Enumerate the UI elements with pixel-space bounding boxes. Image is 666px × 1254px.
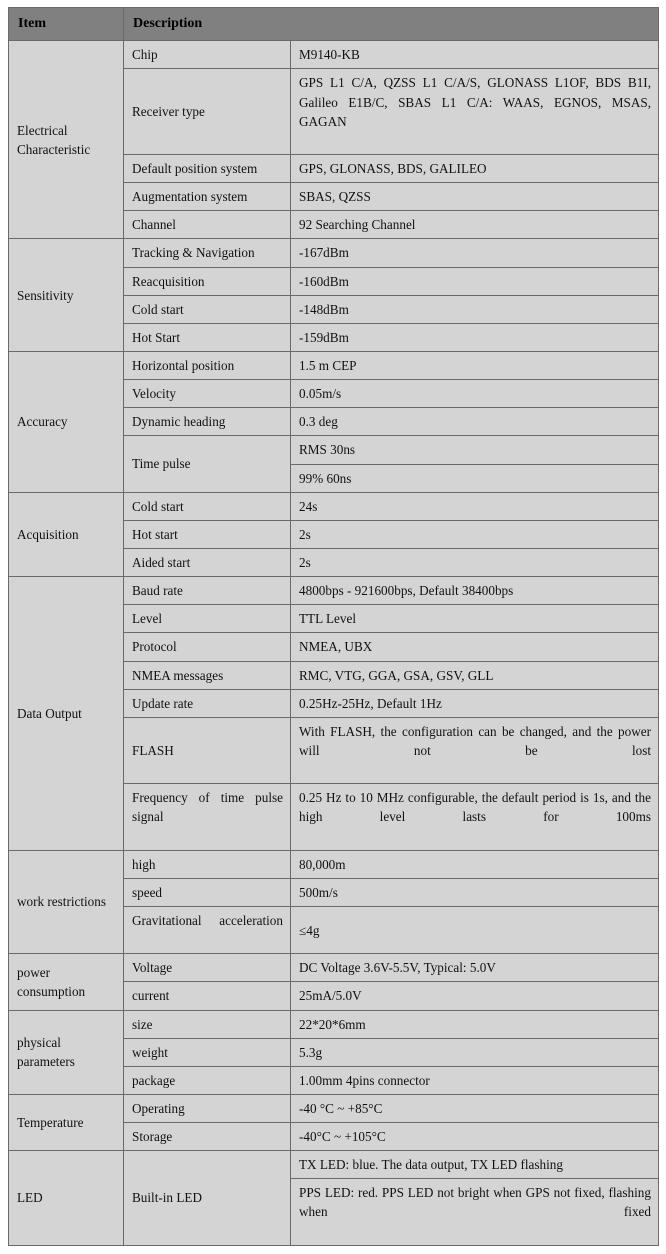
parameter-value-cell: -159dBm xyxy=(291,323,659,351)
parameter-value-cell: 99% 60ns xyxy=(291,464,659,492)
table-row xyxy=(9,492,659,520)
group-label-cell: Temperature xyxy=(9,1094,124,1150)
parameter-label-cell: Cold start xyxy=(124,492,291,520)
parameter-value-cell: RMS 30ns xyxy=(291,436,659,464)
table-row xyxy=(9,850,659,878)
parameter-label-cell: Built-in LED xyxy=(124,1151,291,1246)
parameter-label-cell: Operating xyxy=(124,1094,291,1122)
parameter-label-cell: Storage xyxy=(124,1123,291,1151)
parameter-value-cell: PPS LED: red. PPS LED not bright when GPS not fixed, flashing when fixed xyxy=(291,1179,659,1245)
parameter-value-cell: 0.3 deg xyxy=(291,408,659,436)
parameter-label-cell: Time pulse xyxy=(124,436,291,492)
parameter-label-cell: Default position system xyxy=(124,155,291,183)
parameter-value-cell: 92 Searching Channel xyxy=(291,211,659,239)
parameter-label-cell: Cold start xyxy=(124,295,291,323)
specification-table xyxy=(8,7,659,1246)
parameter-value-cell: 1.5 m CEP xyxy=(291,351,659,379)
column-header-item: Item xyxy=(9,8,124,41)
table-header xyxy=(9,8,659,41)
table-row xyxy=(9,239,659,267)
parameter-label-cell: Gravitational acceleration xyxy=(124,906,291,953)
parameter-value-cell: M9140-KB xyxy=(291,41,659,69)
table-header-row xyxy=(9,8,659,41)
table-row xyxy=(9,954,659,982)
table-row xyxy=(9,577,659,605)
parameter-value-cell: 4800bps - 921600bps, Default 38400bps xyxy=(291,577,659,605)
parameter-label-cell: Tracking & Navigation xyxy=(124,239,291,267)
parameter-value-cell: SBAS, QZSS xyxy=(291,183,659,211)
parameter-label-cell: Chip xyxy=(124,41,291,69)
parameter-value-cell: 2s xyxy=(291,548,659,576)
parameter-label-cell: Voltage xyxy=(124,954,291,982)
parameter-label-cell: current xyxy=(124,982,291,1010)
parameter-label-cell: Velocity xyxy=(124,380,291,408)
parameter-value-cell: 24s xyxy=(291,492,659,520)
parameter-value-cell: GPS, GLONASS, BDS, GALILEO xyxy=(291,155,659,183)
group-label-cell: Accuracy xyxy=(9,351,124,492)
parameter-label-cell: Protocol xyxy=(124,633,291,661)
parameter-value-cell: TTL Level xyxy=(291,605,659,633)
parameter-label-cell: Aided start xyxy=(124,548,291,576)
parameter-value-cell: RMC, VTG, GGA, GSA, GSV, GLL xyxy=(291,661,659,689)
parameter-value-cell: -167dBm xyxy=(291,239,659,267)
group-label-cell: physical parameters xyxy=(9,1010,124,1094)
parameter-value-cell: 22*20*6mm xyxy=(291,1010,659,1038)
parameter-value-cell: GPS L1 C/A, QZSS L1 C/A/S, GLONASS L1OF, BDS B1I, Galileo E1B/C, SBAS L1 C/A: WAAS, EGNOS, MSAS, GAGAN xyxy=(291,69,659,155)
parameter-value-cell: 2s xyxy=(291,520,659,548)
parameter-value-cell: TX LED: blue. The data output, TX LED flashing xyxy=(291,1151,659,1179)
parameter-value-cell: 80,000m xyxy=(291,850,659,878)
parameter-value-cell: 25mA/5.0V xyxy=(291,982,659,1010)
column-header-description: Description xyxy=(124,8,659,41)
group-label-cell: work restrictions xyxy=(9,850,124,954)
parameter-value-cell: DC Voltage 3.6V-5.5V, Typical: 5.0V xyxy=(291,954,659,982)
parameter-label-cell: Level xyxy=(124,605,291,633)
parameter-value-cell: 0.05m/s xyxy=(291,380,659,408)
parameter-label-cell: weight xyxy=(124,1038,291,1066)
group-label-cell: Acquisition xyxy=(9,492,124,576)
parameter-value-cell: With FLASH, the configuration can be changed, and the power will not be lost xyxy=(291,717,659,783)
table-body xyxy=(9,41,659,1245)
table-row xyxy=(9,1151,659,1179)
parameter-value-cell: 500m/s xyxy=(291,878,659,906)
parameter-label-cell: Augmentation system xyxy=(124,183,291,211)
parameter-value-cell: ≤4g xyxy=(291,906,659,953)
table-row xyxy=(9,1010,659,1038)
parameter-label-cell: package xyxy=(124,1066,291,1094)
group-label-cell: Sensitivity xyxy=(9,239,124,352)
parameter-label-cell: Hot start xyxy=(124,520,291,548)
parameter-value-cell: 1.00mm 4pins connector xyxy=(291,1066,659,1094)
group-label-cell: Data Output xyxy=(9,577,124,851)
parameter-value-cell: -160dBm xyxy=(291,267,659,295)
parameter-label-cell: Update rate xyxy=(124,689,291,717)
parameter-value-cell: 5.3g xyxy=(291,1038,659,1066)
parameter-label-cell: high xyxy=(124,850,291,878)
parameter-value-cell: -148dBm xyxy=(291,295,659,323)
group-label-cell: Electrical Characteristic xyxy=(9,41,124,239)
table-row xyxy=(9,1094,659,1122)
parameter-label-cell: Channel xyxy=(124,211,291,239)
parameter-label-cell: size xyxy=(124,1010,291,1038)
parameter-value-cell: -40°C ~ +105°C xyxy=(291,1123,659,1151)
parameter-value-cell: 0.25 Hz to 10 MHz configurable, the default period is 1s, and the high level lasts for 100ms xyxy=(291,784,659,850)
parameter-label-cell: NMEA messages xyxy=(124,661,291,689)
parameter-label-cell: Frequency of time pulse signal xyxy=(124,784,291,850)
parameter-value-cell: NMEA, UBX xyxy=(291,633,659,661)
parameter-label-cell: FLASH xyxy=(124,717,291,783)
parameter-label-cell: Receiver type xyxy=(124,69,291,155)
parameter-value-cell: -40 °C ~ +85°C xyxy=(291,1094,659,1122)
table-row xyxy=(9,41,659,69)
table-row xyxy=(9,351,659,379)
group-label-cell: LED xyxy=(9,1151,124,1246)
parameter-label-cell: Dynamic heading xyxy=(124,408,291,436)
group-label-cell: power consumption xyxy=(9,954,124,1010)
parameter-label-cell: Reacquisition xyxy=(124,267,291,295)
parameter-label-cell: Baud rate xyxy=(124,577,291,605)
parameter-label-cell: Horizontal position xyxy=(124,351,291,379)
parameter-value-cell: 0.25Hz-25Hz, Default 1Hz xyxy=(291,689,659,717)
parameter-label-cell: Hot Start xyxy=(124,323,291,351)
parameter-label-cell: speed xyxy=(124,878,291,906)
